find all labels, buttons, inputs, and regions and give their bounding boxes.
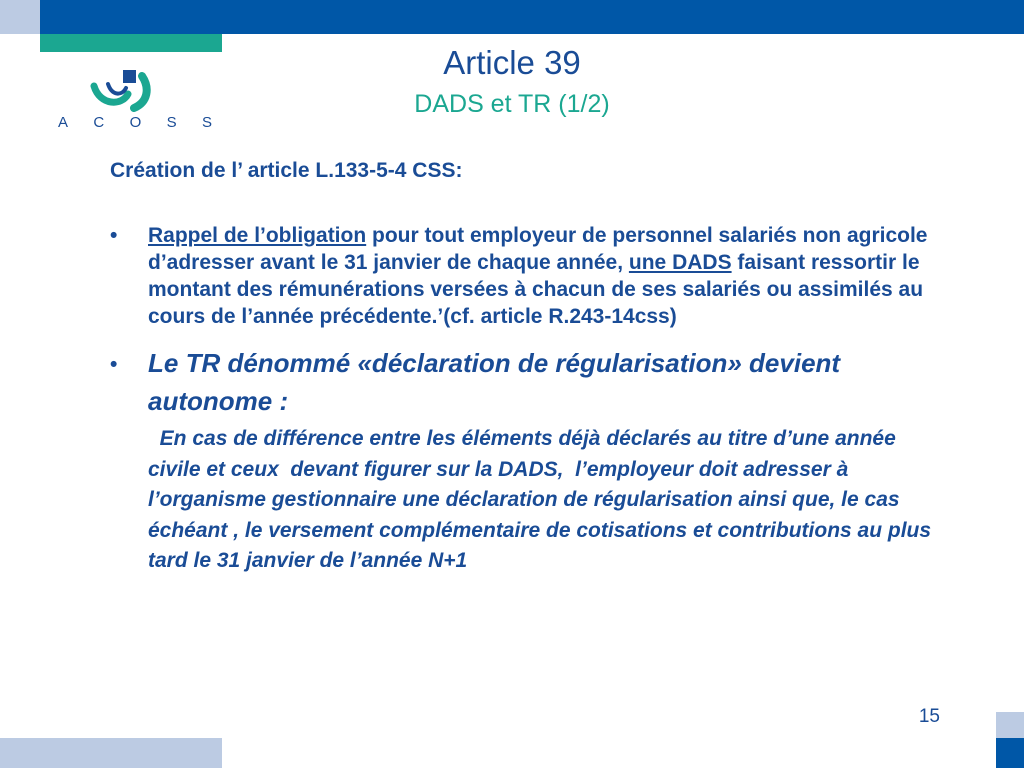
top-left-light-bar xyxy=(0,0,40,34)
bottom-right-light-block xyxy=(996,712,1024,738)
bullet-mark: • xyxy=(110,224,118,247)
page-number: 15 xyxy=(918,706,940,727)
bottom-left-light-bar xyxy=(0,738,222,768)
top-header-bar xyxy=(40,0,1024,34)
bullet-item-tr xyxy=(110,344,950,420)
bullet2-heading: Le TR dénommé «déclaration de régularisation» devient autonome : xyxy=(148,348,841,416)
top-green-bar xyxy=(40,34,222,52)
bullet1-text-part2: faisant ressortir le montant des rémunérations versées à chacun de ses salariés ou assimilés au cours de l’année précédente.’(cf. article R.243-14css) xyxy=(148,251,924,328)
logo-letter: O xyxy=(129,114,142,131)
bullet2-detail: En cas de différence entre les éléments déjà déclarés au titre d’une année civile et ceux devant figurer sur la DADS, l’employeur doit adresser à l’organisme gestionnaire une déclaration de régularisation ainsi que, le cas échéant , le versement complémentaire de cotisations et contributions au plus tard le 31 janvier de l’année N+1 xyxy=(148,427,937,572)
acoss-logo-mark-icon xyxy=(56,66,216,112)
logo-letter: C xyxy=(93,114,105,131)
bottom-right-dark-block xyxy=(996,738,1024,768)
bullet-mark: • xyxy=(110,353,118,376)
acoss-logo-text xyxy=(56,114,216,131)
obligation-link-text: Rappel de l’obligation xyxy=(148,224,367,247)
bullet-item-obligation xyxy=(110,222,950,330)
logo-letter: S xyxy=(201,114,212,131)
bullet1-text-part1: pour tout employeur de personnel salariés non agricole d’adresser avant le 31 janvier de chaque année, xyxy=(148,224,928,274)
logo-letter: S xyxy=(166,114,177,131)
slide-body xyxy=(110,156,950,577)
logo-letter: A xyxy=(58,114,69,131)
intro-heading: Création de l’ article L.133-5-4 CSS: xyxy=(110,159,463,182)
dads-link-text: une DADS xyxy=(628,251,732,274)
acoss-logo xyxy=(56,66,216,136)
slide-title: Article 39 xyxy=(443,44,581,81)
slide-subtitle: DADS et TR (1/2) xyxy=(414,90,610,118)
